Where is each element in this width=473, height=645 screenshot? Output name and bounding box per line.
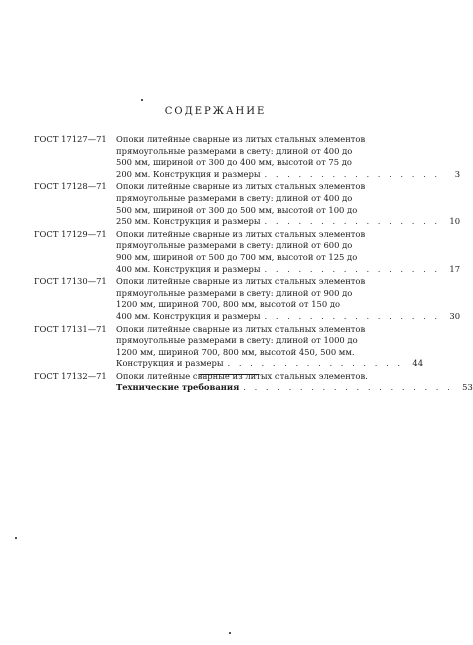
toc-entry [34, 181, 461, 227]
dot-leader: . . . . . . . . . . . . . . . . [264, 310, 441, 321]
table-of-contents [34, 134, 473, 395]
dot-leader: . . . . . . . . . . . . . . . . [227, 358, 404, 369]
entry-title-line: 200 мм. Конструкция и размеры [116, 168, 261, 179]
entry-title-line: Опоки литейные сварные из литых стальных элементов. [116, 370, 368, 381]
page-number: 17 [449, 263, 461, 274]
entry-title-line: прямоугольные размерами в свету: длиной от 600 до [116, 240, 353, 251]
entry-title-line: Опоки литейные сварные из литых стальных элементов [116, 323, 366, 334]
standard-code: ГОСТ 17130—71 [34, 276, 107, 287]
standard-code: ГОСТ 17128—71 [34, 181, 107, 192]
entry-title-line: 1200 мм, шириной 700, 800 мм, высотой 450, 500 мм. [116, 346, 355, 357]
page-title: СОДЕРЖАНИЕ [164, 106, 267, 117]
entry-title-line: прямоугольные размерами в свету: длиной от 900 до [116, 287, 353, 298]
entry-title-line: прямоугольные размерами в свету: длиной от 400 до [116, 145, 353, 156]
entry-title-line: 500 мм, шириной от 300 до 500 мм, высотой от 100 до [116, 204, 358, 215]
scan-speck [141, 99, 143, 101]
toc-entry [34, 323, 424, 370]
entry-title-line: Конструкция и размеры [116, 358, 224, 369]
standard-code: ГОСТ 17131—71 [34, 323, 107, 334]
standard-code: ГОСТ 17132—71 [34, 370, 107, 381]
toc-entry [34, 276, 461, 322]
page-number: 10 [449, 216, 461, 227]
entry-title-line: прямоугольные размерами в свету: длиной от 400 до [116, 192, 353, 203]
toc-entry [34, 134, 461, 180]
divider-rule [199, 374, 259, 375]
entry-title-line: Опоки литейные сварные из литых стальных элементов [116, 228, 366, 239]
standard-code: ГОСТ 17129—71 [34, 228, 107, 239]
entry-title-line: Опоки литейные сварные из литых стальных элементов [116, 181, 366, 192]
entry-title-line: Опоки литейные сварные из литых стальных элементов [116, 134, 366, 144]
dot-leader: . . . . . . . . . . . . . . . . [264, 216, 441, 227]
entry-title-line: 400 мм. Конструкция и размеры [116, 263, 261, 274]
entry-title-line: Опоки литейные сварные из литых стальных элементов [116, 276, 366, 287]
scan-speck [229, 632, 231, 634]
entry-title-line: 1200 мм, шириной 700, 800 мм, высотой от 150 до [116, 299, 341, 310]
standard-code: ГОСТ 17127—71 [34, 134, 107, 144]
page-number: 3 [454, 168, 461, 179]
dot-leader: . . . . . . . . . . . . . . . . [264, 263, 441, 274]
dot-leader: . . . . . . . . . . . . . . . . [264, 168, 441, 179]
page-number: 30 [449, 310, 461, 321]
scan-speck [15, 537, 17, 539]
entry-title-line: Технические требования [116, 382, 240, 393]
entry-title-line: 250 мм. Конструкция и размеры [116, 216, 261, 227]
page-number: 53 [462, 382, 473, 393]
toc-entry [34, 228, 461, 275]
entry-title-line: прямоугольные размерами в свету: длиной от 1000 до [116, 335, 358, 346]
entry-title-line: 900 мм, шириной от 500 до 700 мм, высотой от 125 до [116, 251, 358, 262]
entry-title-line: 400 мм. Конструкция и размеры [116, 310, 261, 321]
entry-title-line: 500 мм, шириной от 300 до 400 мм, высотой от 75 до [116, 157, 352, 168]
dot-leader: . . . . . . . . . . . . . . . . . . . [243, 382, 453, 393]
page-number: 44 [412, 358, 424, 369]
